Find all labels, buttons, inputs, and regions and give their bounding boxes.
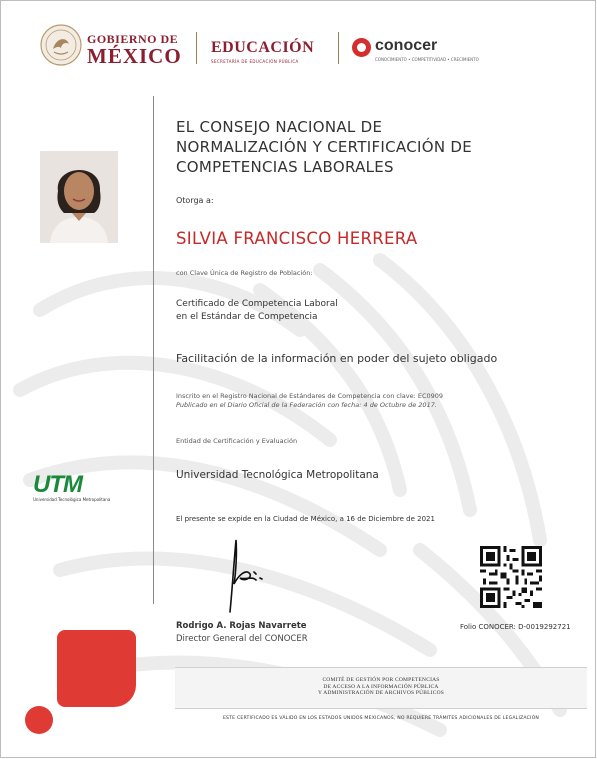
- committee-text: [175, 677, 587, 697]
- qr-code: [480, 546, 542, 608]
- entidad-label: Entidad de Certificación y Evaluación: [176, 437, 298, 445]
- signer-name: Rodrigo A. Rojas Navarrete: [176, 621, 307, 631]
- decorative-red-square: [57, 630, 136, 707]
- otorga-label: Otorga a:: [176, 196, 214, 205]
- conocer-label: conocer: [375, 37, 438, 54]
- entidad-name: Universidad Tecnológica Metropolitana: [176, 469, 379, 481]
- inscrito-line: Inscrito en el Registro Nacional de Estándares de Competencia con clave: EC0909: [176, 392, 444, 400]
- header-divider: [196, 32, 197, 64]
- sep-label: SECRETARÍA DE EDUCACIÓN PÚBLICA: [211, 59, 299, 64]
- utm-subtitle: Universidad Tecnológica Metropolitana: [33, 497, 111, 502]
- utm-logo-icon: [33, 471, 110, 502]
- committee-line-3: Y ADMINISTRACIÓN DE ARCHIVOS PÚBLICOS: [317, 690, 445, 696]
- recipient-name: SILVIA FRANCISCO HERRERA: [176, 229, 418, 248]
- publicado-line: Publicado en el Diario Oficial de la Federación con fecha: 4 de Octubre de 2017.: [176, 401, 437, 409]
- gobierno-label: GOBIERNO DE: [87, 32, 179, 46]
- cert-line-2: en el Estándar de Competencia: [176, 312, 318, 322]
- educacion-label: EDUCACIÓN: [211, 39, 315, 56]
- signer-role: Director General del CONOCER: [176, 634, 308, 644]
- mexico-seal-icon: [40, 24, 82, 66]
- committee-line-1: COMITÉ DE GESTIÓN POR COMPETENCIAS: [322, 677, 440, 683]
- issuer-heading: EL CONSEJO NACIONAL DE NORMALIZACIÓN Y CERTIFICACIÓN DE COMPETENCIAS LABORALES: [176, 118, 473, 176]
- header-divider: [338, 32, 339, 64]
- certificate-type: [176, 298, 476, 324]
- header-logos: [36, 24, 577, 74]
- conocer-logo-icon: [352, 38, 371, 57]
- validity-footer: ESTE CERTIFICADO ES VÁLIDO EN LOS ESTADOS UNIDOS MEXICANOS, NO REQUIERE TRÁMITES ADICIONALES DE LEGALIZACIÓN: [222, 716, 540, 721]
- utm-mark: UTM: [33, 471, 82, 498]
- signature: [216, 532, 266, 618]
- cert-line-1: Certificado de Competencia Laboral: [176, 299, 338, 309]
- decorative-red-dot: [25, 706, 53, 734]
- committee-band: [175, 667, 587, 709]
- vertical-rule: [153, 96, 154, 604]
- committee-line-2: DE ACCESO A LA INFORMACIÓN PÚBLICA: [323, 683, 439, 690]
- issue-date-line: El presente se expide en la Ciudad de México, a 16 de Diciembre de 2021: [176, 515, 435, 523]
- registry-info: [176, 392, 486, 410]
- folio-number: Folio CONOCER: D-0019292721: [460, 623, 571, 631]
- standard-name: Facilitación de la información en poder del sujeto obligado: [176, 352, 498, 365]
- mexico-label: MÉXICO: [87, 44, 182, 68]
- curp-label: con Clave Única de Registro de Población:: [176, 269, 313, 277]
- conocer-tagline: CONOCIMIENTO • COMPETITIVIDAD • CRECIMIENTO: [375, 57, 479, 62]
- recipient-photo: [40, 151, 118, 243]
